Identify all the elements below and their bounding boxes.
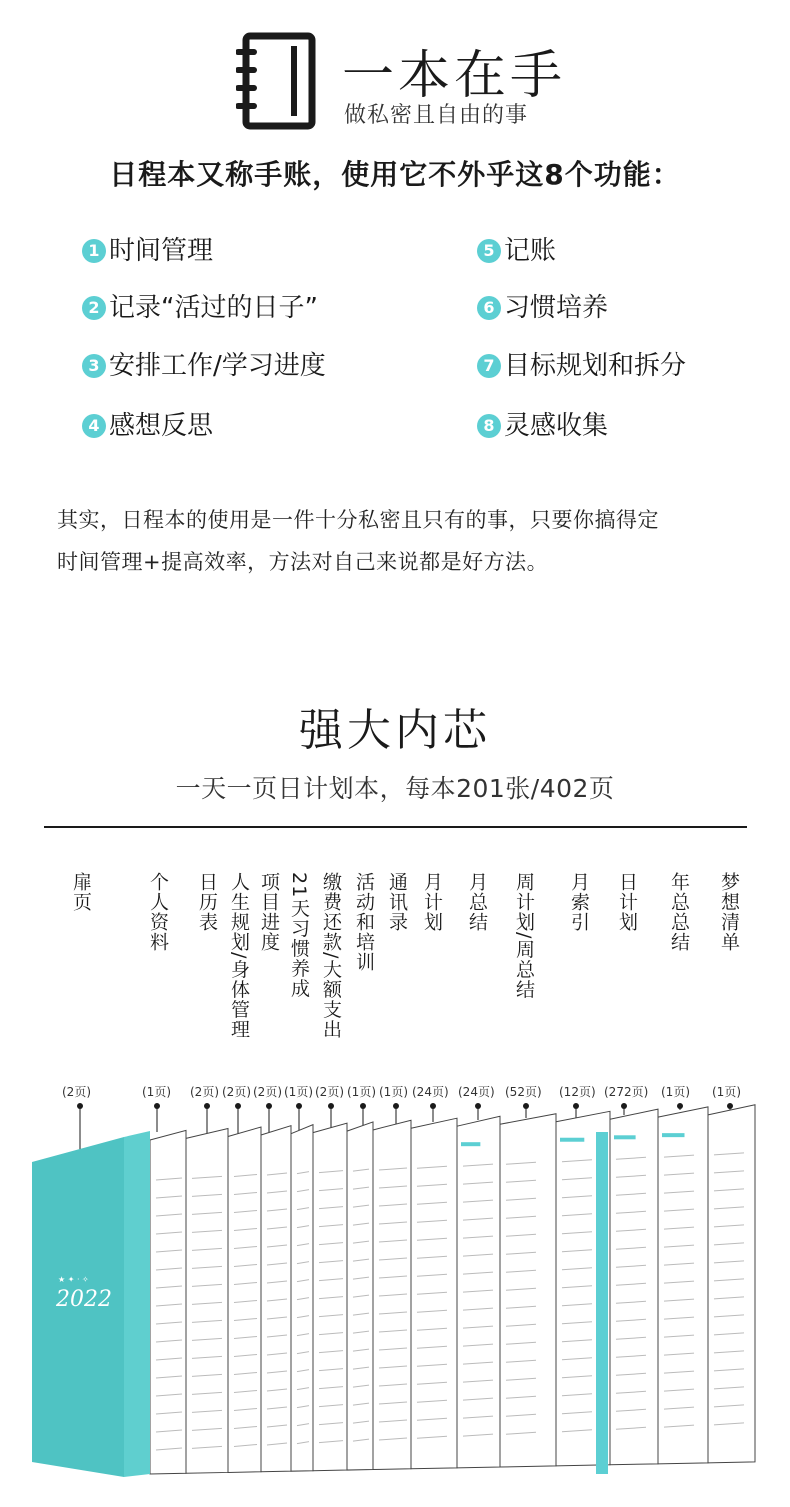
page-sheet	[186, 1128, 228, 1473]
feature-item	[477, 350, 686, 382]
page-label: 人生规划/身体管理	[228, 872, 250, 1040]
pointer-dot	[393, 1103, 399, 1109]
page-count: (52页)	[505, 1085, 542, 1099]
feature-label: 灵感收集	[504, 411, 609, 441]
page-label: 月总结	[466, 872, 488, 932]
feature-item	[82, 292, 318, 324]
intro-text: 日程本又称手账，使用它不外乎这8个功能：	[109, 158, 681, 191]
svg-text:★ ✦ · ✧: ★ ✦ · ✧	[58, 1275, 89, 1284]
number-badge: 6	[477, 296, 501, 320]
notebook-icon	[236, 30, 318, 132]
feature-label: 安排工作/学习进度	[109, 351, 326, 381]
number-badge: 5	[477, 239, 501, 263]
pointer-dot	[621, 1103, 627, 1109]
feature-item	[477, 410, 608, 442]
brand-title: 一本在手	[342, 46, 567, 106]
page-stack-diagram	[0, 1095, 790, 1495]
feature-item	[82, 235, 213, 267]
pointer-dot	[475, 1103, 481, 1109]
pointer-dot	[328, 1103, 334, 1109]
page-label: 活动和培训	[353, 872, 375, 972]
pointer-dot	[266, 1103, 272, 1109]
page-label: 通讯录	[386, 872, 408, 932]
cover-year: 2022	[56, 1287, 112, 1312]
feature-label: 感想反思	[109, 411, 214, 441]
page-label: 周计划/周总结	[513, 872, 535, 1000]
page-label: 日计划	[616, 872, 638, 932]
cover-page	[32, 1131, 150, 1477]
pointer-dot	[235, 1103, 241, 1109]
pointer-dot	[154, 1103, 160, 1109]
page-count: (1页)	[142, 1085, 171, 1099]
page-label: 日历表	[196, 872, 218, 932]
divider	[44, 826, 747, 828]
pointer-dot	[727, 1103, 733, 1109]
page-count: (2页)	[62, 1085, 91, 1099]
feature-label: 时间管理	[109, 236, 214, 266]
page-label: 梦想清单	[718, 872, 740, 952]
pointer-dot	[77, 1103, 83, 1109]
pointer-dot	[360, 1103, 366, 1109]
page-sheet	[291, 1125, 313, 1472]
section-title: 强大内芯	[299, 705, 491, 756]
brand-subtitle: 做私密且自由的事	[344, 103, 529, 128]
page-label: 个人资料	[147, 872, 169, 952]
page-count: (2页)	[222, 1085, 251, 1099]
pointer-dot	[296, 1103, 302, 1109]
page-count: (24页)	[412, 1085, 449, 1099]
page-count: (1页)	[284, 1085, 313, 1099]
page-count: (2页)	[253, 1085, 282, 1099]
page-label: 月计划	[421, 872, 443, 932]
page-sheet	[228, 1127, 261, 1472]
number-badge: 2	[82, 296, 106, 320]
number-badge: 8	[477, 414, 501, 438]
feature-item	[82, 410, 213, 442]
page-count: (272页)	[604, 1085, 649, 1099]
pointer-dot	[204, 1103, 210, 1109]
page-label: 扉页	[70, 872, 92, 912]
page-label: 项目进度	[258, 872, 280, 952]
page-count: (1页)	[347, 1085, 376, 1099]
paragraph-line: 其实，日程本的使用是一件十分私密且只有的事，只要你搞得定	[57, 508, 659, 532]
page-count: (24页)	[458, 1085, 495, 1099]
section-subtitle: 一天一页日计划本，每本201张/402页	[175, 774, 615, 803]
number-badge: 1	[82, 239, 106, 263]
page-sheet	[708, 1105, 755, 1463]
page-count: (1页)	[712, 1085, 741, 1099]
feature-label: 目标规划和拆分	[504, 351, 687, 381]
page-count: (1页)	[661, 1085, 690, 1099]
pointer-dot	[677, 1103, 683, 1109]
page-sheet	[150, 1130, 186, 1474]
page-sheet	[658, 1107, 708, 1464]
page-label: 年总总结	[668, 872, 690, 952]
number-badge: 3	[82, 354, 106, 378]
feature-label: 记录“活过的日子”	[109, 293, 318, 323]
number-badge: 7	[477, 354, 501, 378]
page-sheets	[150, 1105, 755, 1474]
pointer-dot	[430, 1103, 436, 1109]
page-count: (2页)	[190, 1085, 219, 1099]
page-label: 月索引	[568, 872, 590, 932]
page-label: 21天习惯养成	[288, 872, 310, 999]
feature-item	[477, 235, 556, 267]
feature-item	[477, 292, 608, 324]
paragraph-line: 时间管理+提高效率，方法对自己来说都是好方法。	[57, 550, 549, 574]
page-count: (2页)	[315, 1085, 344, 1099]
feature-label: 记账	[504, 236, 557, 266]
page-count: (1页)	[379, 1085, 408, 1099]
pointer-dot	[523, 1103, 529, 1109]
page-label: 缴费还款/大额支出	[320, 872, 342, 1040]
feature-item	[82, 350, 326, 382]
pointer-dot	[573, 1103, 579, 1109]
feature-label: 习惯培养	[504, 293, 609, 323]
page-count: (12页)	[559, 1085, 596, 1099]
number-badge: 4	[82, 414, 106, 438]
